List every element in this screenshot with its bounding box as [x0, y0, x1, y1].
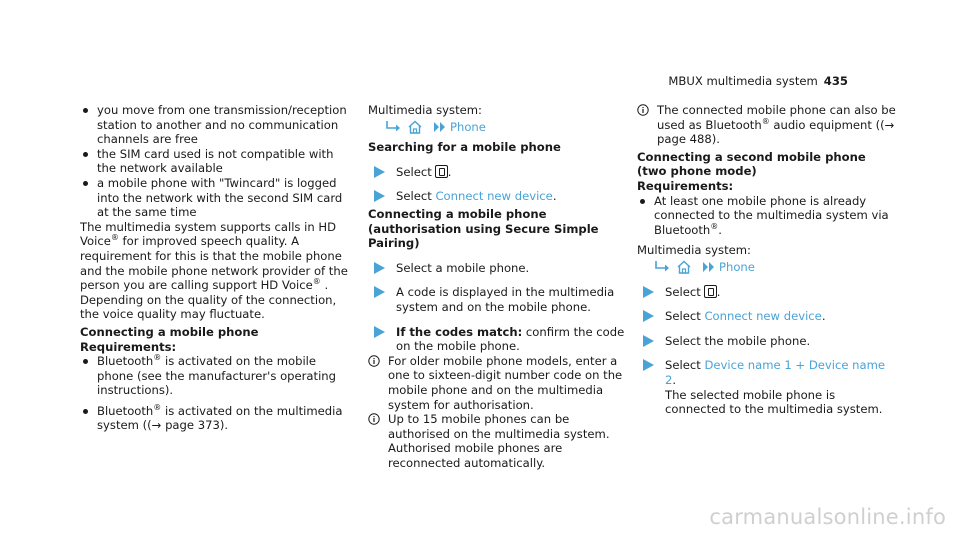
phone-menu-icon[interactable] [435, 165, 448, 178]
section-heading: Searching for a mobile phone [368, 140, 561, 155]
info-icon [368, 355, 380, 367]
list-item: Bluetooth® is activated on the mobile phone (see the manufacturer's operating instructions). [80, 354, 355, 398]
page-ref-arrow-icon: (→ [147, 418, 162, 433]
list-item: you move from one transmission/reception station to another and no communication channels are free [80, 103, 355, 147]
step-item: Select Device name 1 + Device name 2. The selected mobile phone is connected to the multimedia system. [637, 358, 899, 416]
step-arrow-icon [373, 190, 386, 202]
return-arrow-icon [654, 260, 672, 274]
step-item: Select . [368, 165, 630, 180]
step-arrow-icon [642, 286, 655, 298]
note-item: The connected mobile phone can also be used as Bluetooth® audio equipment ((→ page 488). [637, 103, 899, 147]
section-heading: Connecting a mobile phone [80, 324, 259, 339]
menu-phone-link[interactable]: Phone [450, 119, 486, 134]
menu-path [654, 260, 899, 275]
mm-system-label: Multimedia system: [368, 103, 482, 117]
list-item: the SIM card used is not compatible with the network available [80, 147, 355, 176]
step-arrow-icon [642, 310, 655, 322]
step-item: Select a mobile phone. [368, 261, 630, 276]
quality-paragraph: Depending on the quality of the connection, the voice quality may fluctuate. [80, 292, 337, 322]
return-arrow-icon [385, 120, 403, 134]
step-item: Select . [637, 285, 899, 300]
column-2 [368, 103, 630, 470]
step-item: Select Connect new device. [637, 309, 899, 324]
step-item: Select the mobile phone. [637, 334, 899, 349]
section-heading: Connecting a mobile phone (authorisation using Secure Simple Pairing) [368, 206, 599, 251]
column-3 [637, 103, 899, 417]
requirements-label: Requirements: [80, 339, 177, 354]
step-item: If the codes match: confirm the code on the mobile phone. [368, 325, 630, 354]
menu-path [385, 120, 630, 135]
note-item: Up to 15 mobile phones can be authorised on the multimedia system. Authorised mobile phones are reconnected automatically. [368, 412, 630, 470]
double-chevron-icon [433, 121, 447, 133]
page-header [668, 74, 848, 89]
step-item: A code is displayed in the multimedia system and on the mobile phone. [368, 285, 630, 314]
device-names-link[interactable]: Device name 1 + Device name 2 [665, 358, 886, 387]
hd-voice-paragraph: The multimedia system supports calls in HD Voice® for improved speech quality. A requirement for this is that the mobile phone and the mobile phone network provider of the person you are calling support HD Voice® . [80, 219, 348, 293]
page-ref-arrow-icon: (→ [880, 117, 895, 132]
step-result: The selected mobile phone is connected to the multimedia system. [665, 387, 883, 417]
mm-system-label: Multimedia system: [637, 243, 751, 258]
menu-phone-link[interactable]: Phone [719, 259, 755, 274]
step-arrow-icon [373, 262, 386, 274]
home-icon[interactable] [407, 120, 423, 134]
section-heading: Connecting a second mobile phone (two phone mode) [637, 149, 866, 179]
watermark: carmanualsonline.info [709, 505, 946, 530]
step-arrow-icon [642, 359, 655, 371]
double-chevron-icon [702, 261, 716, 273]
requirements-label: Requirements: [637, 178, 734, 193]
note-item: For older mobile phone models, enter a one to sixteen-digit number code on the mobile phone and on the multimedia system for authorisation. [368, 354, 630, 412]
list-item: Bluetooth® is activated on the multimedia system ((→ page 373). [80, 404, 355, 433]
page-reference[interactable]: page 488 [657, 132, 712, 147]
header-title: MBUX multimedia system [668, 74, 818, 88]
connect-new-device-link[interactable]: Connect new device [704, 309, 822, 324]
info-icon [637, 104, 649, 116]
step-arrow-icon [373, 166, 386, 178]
step-item: Select Connect new device. [368, 189, 630, 204]
page-number: 435 [823, 74, 848, 88]
step-arrow-icon [373, 286, 386, 298]
step-arrow-icon [642, 335, 655, 347]
page-reference[interactable]: page 373 [165, 418, 220, 433]
list-item: At least one mobile phone is already connected to the multimedia system via Bluetooth®. [637, 194, 899, 238]
home-icon[interactable] [676, 260, 692, 274]
info-icon [368, 413, 380, 425]
step-arrow-icon [373, 326, 386, 338]
list-item: a mobile phone with "Twincard" is logged into the network with the second SIM card at the same time [80, 176, 355, 220]
connect-new-device-link[interactable]: Connect new device [435, 189, 553, 204]
phone-menu-icon[interactable] [704, 285, 717, 298]
column-1 [80, 103, 355, 433]
